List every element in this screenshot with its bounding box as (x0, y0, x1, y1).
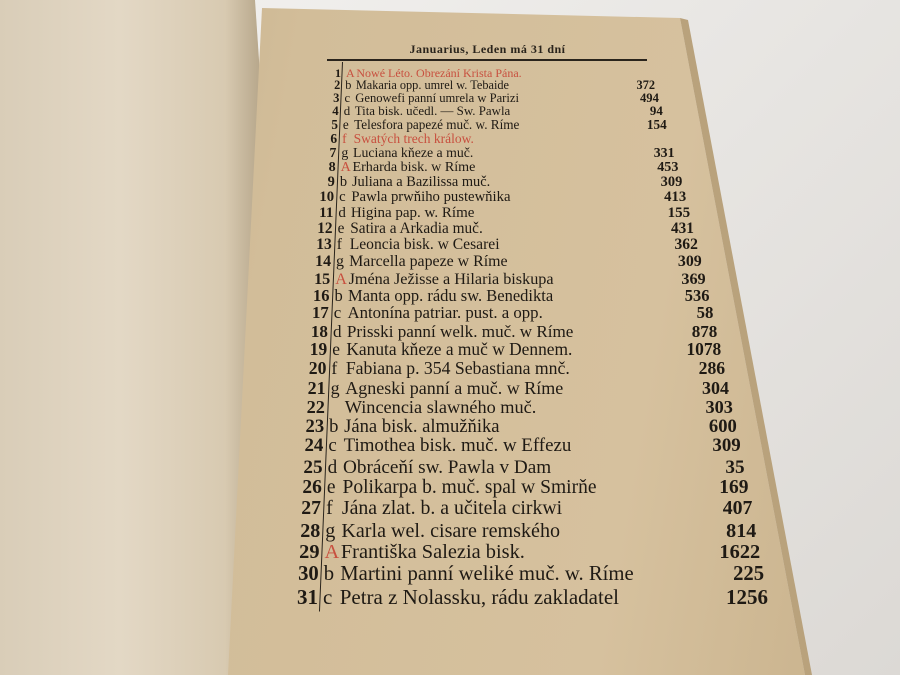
day-number: 25 (303, 456, 323, 478)
day-number: 14 (315, 252, 332, 270)
saint-name: Pawla prwňiho pustewňika (351, 189, 511, 206)
year-value: 94 (649, 103, 663, 118)
year-value: 362 (674, 236, 698, 254)
saint-name: Karla wel. cisare remského (341, 519, 561, 542)
saint-name: Prisski panní welk. muč. w Ríme (346, 322, 574, 342)
year-value: 407 (722, 497, 753, 520)
dominical-letter: g (336, 252, 344, 270)
year-value: 154 (646, 117, 667, 133)
dominical-letter: d (338, 204, 346, 221)
year-value: 331 (653, 144, 675, 160)
saint-name: Luciana kňeze a muč. (353, 144, 474, 160)
dominical-letter: e (337, 220, 345, 238)
day-number: 9 (327, 174, 335, 191)
dominical-letter: A (324, 541, 340, 564)
saint-name: Petra z Nolassku, rádu zakladatel (339, 584, 619, 609)
dominical-letter: c (333, 303, 342, 323)
dominical-letter: e (326, 477, 336, 499)
saint-name: Leoncia bisk. w Cesarei (349, 236, 500, 254)
year-value: 1078 (686, 339, 722, 360)
day-number: 3 (333, 90, 340, 105)
day-number: 12 (317, 220, 333, 238)
day-number: 19 (309, 339, 328, 360)
day-number: 24 (304, 435, 324, 457)
year-value: 1256 (726, 584, 768, 609)
saint-name: Erharda bisk. w Ríme (352, 159, 476, 176)
dominical-letter: b (345, 78, 352, 93)
day-number: 20 (308, 357, 327, 378)
header-rule (327, 59, 647, 61)
dominical-letter: f (331, 357, 338, 378)
day-number: 27 (301, 497, 322, 520)
year-value: 1622 (719, 541, 761, 564)
dominical-letter: e (332, 339, 340, 360)
saint-name: Marcella papeze w Ríme (349, 252, 508, 270)
year-value: 58 (696, 303, 714, 323)
dominical-letter: d (332, 322, 342, 342)
day-number: 1 (335, 66, 341, 80)
saint-name: Makaria opp. umrel w. Tebaide (355, 78, 509, 93)
dominical-letter: b (329, 415, 339, 437)
dominical-letter: g (325, 519, 336, 542)
day-number: 7 (329, 144, 337, 160)
year-value: 536 (684, 285, 710, 305)
day-number: 5 (331, 117, 338, 133)
dominical-letter: c (328, 435, 337, 457)
saint-name: Wincencia slawného muč. (344, 396, 537, 417)
year-value: 453 (657, 159, 679, 176)
dominical-letter: b (339, 174, 348, 191)
year-value: 372 (636, 78, 655, 93)
year-value: 225 (733, 563, 765, 586)
day-number: 6 (330, 130, 338, 146)
day-number: 31 (297, 584, 318, 609)
saint-name: Tita bisk. učedl. — Sw. Pawla (354, 103, 511, 118)
year-value: 431 (671, 220, 694, 238)
day-number: 15 (314, 269, 331, 288)
year-value: 413 (664, 189, 687, 206)
day-number: 4 (332, 103, 339, 118)
saint-name: Františka Salezia bisk. (340, 541, 525, 564)
dominical-letter: g (341, 144, 349, 160)
year-value: 304 (702, 377, 730, 398)
year-value: 878 (691, 322, 718, 342)
dominical-letter: g (330, 377, 340, 398)
saint-name: Antonína patriar. pust. a opp. (347, 303, 543, 323)
day-number: 17 (311, 303, 329, 323)
saint-name: Satira a Arkadia muč. (350, 220, 483, 238)
day-number: 26 (302, 477, 322, 499)
day-number: 2 (334, 78, 341, 93)
year-value: 169 (719, 477, 749, 499)
dominical-letter: d (327, 456, 338, 478)
saint-name: Polikarpa b. muč. spal w Smirňe (342, 477, 597, 499)
saint-name: Jména Ježisse a Hilaria biskupa (348, 269, 554, 288)
saint-name: Obráceňí sw. Pawla v Dam (343, 456, 552, 478)
year-value: 286 (698, 357, 726, 378)
dominical-letter: A (340, 159, 351, 176)
dominical-letter: A (335, 269, 347, 288)
year-value: 309 (712, 435, 741, 457)
saint-name: Genowefi panní umrela w Parizi (355, 90, 519, 105)
day-number: 13 (316, 236, 332, 254)
year-value: 155 (667, 204, 691, 221)
year-value: 309 (660, 174, 683, 191)
year-value: 814 (726, 519, 757, 542)
day-number: 21 (307, 377, 326, 398)
dominical-letter: b (323, 563, 335, 586)
saint-name: Kanuta kňeze a muč w Dennem. (346, 339, 573, 360)
saint-name: Jána bisk. almužňika (344, 415, 500, 437)
year-value: 494 (640, 90, 659, 105)
saint-name: Swatých trech králow. (353, 130, 474, 146)
dominical-letter: d (343, 103, 351, 118)
saint-name: Higina pap. w. Ríme (350, 204, 475, 221)
day-number: 10 (319, 189, 335, 206)
year-value: 35 (725, 456, 745, 478)
saint-name: Juliana a Bazilissa muč. (351, 174, 491, 191)
year-value: 369 (681, 269, 706, 288)
dominical-letter: A (346, 66, 355, 80)
saint-name: Martini panní weliké muč. w. Ríme (340, 563, 634, 586)
dominical-letter: c (339, 189, 346, 206)
dominical-letter: f (342, 130, 347, 146)
day-number: 22 (306, 396, 325, 417)
dominical-letter: f (336, 236, 342, 254)
day-number: 11 (319, 204, 334, 221)
saint-name: Timothea bisk. muč. w Effezu (343, 435, 572, 457)
saint-name: Agneski panní a muč. w Ríme (345, 377, 564, 398)
saint-name: Fabiana p. 354 Sebastiana mnč. (345, 357, 570, 378)
dominical-letter: c (344, 90, 351, 105)
calendar-header: Januarius, Leden má 31 dní (409, 42, 566, 56)
day-number: 30 (298, 563, 319, 586)
year-value: 303 (705, 396, 733, 417)
day-number: 8 (328, 159, 336, 176)
saint-name: Nowé Léto. Obrezání Krista Pána. (356, 66, 522, 80)
day-number: 18 (310, 322, 328, 342)
day-number: 29 (299, 541, 320, 564)
dominical-letter: c (323, 584, 333, 609)
dominical-letter: b (334, 285, 343, 305)
dominical-letter: e (342, 117, 349, 133)
saint-name: Manta opp. rádu sw. Benedikta (348, 285, 554, 305)
year-value: 309 (677, 252, 702, 270)
year-value: 600 (708, 415, 737, 437)
day-number: 28 (300, 519, 321, 542)
day-number: 23 (305, 415, 325, 437)
saint-name: Telesfora papezé muč. w. Ríme (354, 117, 520, 133)
dominical-letter: f (326, 497, 333, 520)
day-number: 16 (313, 285, 330, 305)
saint-name: Jána zlat. b. a učitela cirkwi (341, 497, 563, 520)
